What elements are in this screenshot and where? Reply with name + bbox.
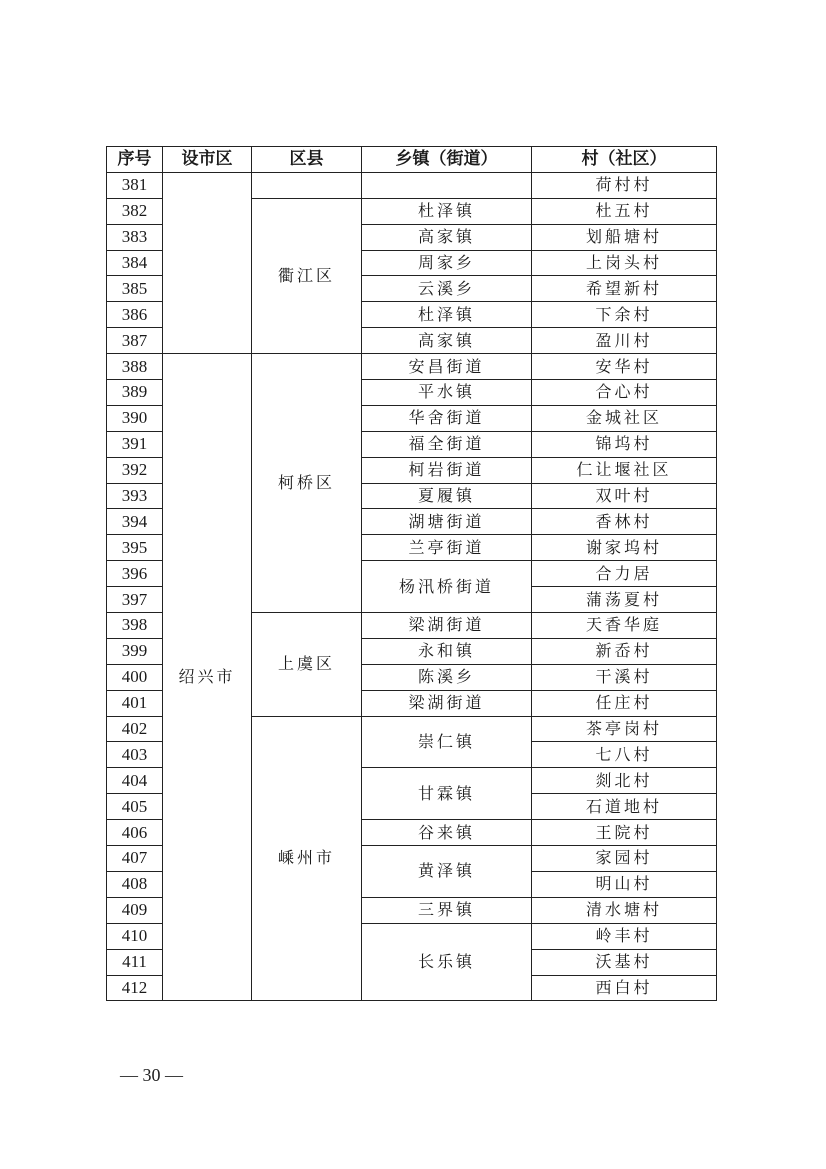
cell-village: 干溪村 xyxy=(532,664,717,690)
cell-seq: 393 xyxy=(107,483,163,509)
cell-village: 希望新村 xyxy=(532,276,717,302)
cell-village: 双叶村 xyxy=(532,483,717,509)
cell-seq: 386 xyxy=(107,302,163,328)
header-village: 村（社区） xyxy=(532,147,717,173)
cell-village: 盈川村 xyxy=(532,328,717,354)
cell-village: 香林村 xyxy=(532,509,717,535)
cell-village: 荷村村 xyxy=(532,172,717,198)
cell-village: 上岗头村 xyxy=(532,250,717,276)
cell-seq: 385 xyxy=(107,276,163,302)
cell-village: 茶亭岗村 xyxy=(532,716,717,742)
cell-town: 杨汛桥街道 xyxy=(362,561,532,613)
cell-village: 安华村 xyxy=(532,354,717,380)
cell-county: 上虞区 xyxy=(252,613,362,717)
cell-town: 梁湖街道 xyxy=(362,613,532,639)
cell-village: 下余村 xyxy=(532,302,717,328)
table-row xyxy=(107,172,717,198)
cell-town: 黄泽镇 xyxy=(362,846,532,898)
header-city: 设市区 xyxy=(163,147,252,173)
cell-town: 柯岩街道 xyxy=(362,457,532,483)
cell-town: 夏履镇 xyxy=(362,483,532,509)
cell-town: 高家镇 xyxy=(362,224,532,250)
cell-village: 清水塘村 xyxy=(532,897,717,923)
cell-seq: 392 xyxy=(107,457,163,483)
cell-village: 锦坞村 xyxy=(532,431,717,457)
cell-town: 云溪乡 xyxy=(362,276,532,302)
cell-town: 杜泽镇 xyxy=(362,198,532,224)
cell-seq: 388 xyxy=(107,354,163,380)
cell-village: 剡北村 xyxy=(532,768,717,794)
cell-town: 杜泽镇 xyxy=(362,302,532,328)
cell-seq: 395 xyxy=(107,535,163,561)
cell-seq: 406 xyxy=(107,820,163,846)
cell-seq: 383 xyxy=(107,224,163,250)
cell-town: 谷来镇 xyxy=(362,820,532,846)
header-town: 乡镇（街道） xyxy=(362,147,532,173)
villages-table xyxy=(106,146,717,1001)
cell-county xyxy=(252,172,362,198)
cell-town: 华舍街道 xyxy=(362,405,532,431)
table-row xyxy=(107,354,717,380)
cell-seq: 402 xyxy=(107,716,163,742)
cell-seq: 387 xyxy=(107,328,163,354)
cell-seq: 396 xyxy=(107,561,163,587)
cell-seq: 405 xyxy=(107,794,163,820)
cell-town: 兰亭街道 xyxy=(362,535,532,561)
cell-town: 长乐镇 xyxy=(362,923,532,1001)
cell-town: 周家乡 xyxy=(362,250,532,276)
cell-village: 七八村 xyxy=(532,742,717,768)
cell-seq: 399 xyxy=(107,638,163,664)
cell-town: 陈溪乡 xyxy=(362,664,532,690)
cell-town: 高家镇 xyxy=(362,328,532,354)
cell-village: 合力居 xyxy=(532,561,717,587)
cell-village: 任庄村 xyxy=(532,690,717,716)
cell-village: 沃基村 xyxy=(532,949,717,975)
cell-village: 合心村 xyxy=(532,380,717,406)
cell-seq: 389 xyxy=(107,380,163,406)
cell-town xyxy=(362,172,532,198)
cell-village: 王院村 xyxy=(532,820,717,846)
header-seq: 序号 xyxy=(107,147,163,173)
cell-seq: 404 xyxy=(107,768,163,794)
cell-village: 杜五村 xyxy=(532,198,717,224)
cell-village: 明山村 xyxy=(532,871,717,897)
cell-village: 新岙村 xyxy=(532,638,717,664)
cell-town: 崇仁镇 xyxy=(362,716,532,768)
cell-seq: 381 xyxy=(107,172,163,198)
cell-village: 石道地村 xyxy=(532,794,717,820)
cell-seq: 391 xyxy=(107,431,163,457)
cell-seq: 384 xyxy=(107,250,163,276)
cell-village: 金城社区 xyxy=(532,405,717,431)
cell-town: 福全街道 xyxy=(362,431,532,457)
cell-seq: 410 xyxy=(107,923,163,949)
cell-town: 湖塘街道 xyxy=(362,509,532,535)
cell-seq: 400 xyxy=(107,664,163,690)
cell-seq: 397 xyxy=(107,587,163,613)
cell-village: 谢家坞村 xyxy=(532,535,717,561)
cell-seq: 401 xyxy=(107,690,163,716)
cell-city: 绍兴市 xyxy=(163,354,252,1001)
page-number: — 30 — xyxy=(120,1065,183,1085)
cell-town: 永和镇 xyxy=(362,638,532,664)
cell-town: 梁湖街道 xyxy=(362,690,532,716)
cell-town: 三界镇 xyxy=(362,897,532,923)
cell-village: 岭丰村 xyxy=(532,923,717,949)
cell-town: 平水镇 xyxy=(362,380,532,406)
cell-seq: 398 xyxy=(107,613,163,639)
cell-seq: 403 xyxy=(107,742,163,768)
cell-town: 甘霖镇 xyxy=(362,768,532,820)
table-header-row xyxy=(107,147,717,173)
cell-village: 西白村 xyxy=(532,975,717,1001)
cell-seq: 394 xyxy=(107,509,163,535)
cell-village: 天香华庭 xyxy=(532,613,717,639)
cell-seq: 382 xyxy=(107,198,163,224)
cell-seq: 407 xyxy=(107,846,163,872)
cell-seq: 411 xyxy=(107,949,163,975)
cell-village: 仁让堰社区 xyxy=(532,457,717,483)
cell-town: 安昌街道 xyxy=(362,354,532,380)
cell-county: 柯桥区 xyxy=(252,354,362,613)
cell-county: 衢江区 xyxy=(252,198,362,353)
cell-seq: 408 xyxy=(107,871,163,897)
cell-village: 划船塘村 xyxy=(532,224,717,250)
cell-seq: 412 xyxy=(107,975,163,1001)
cell-seq: 409 xyxy=(107,897,163,923)
cell-village: 蒲荡夏村 xyxy=(532,587,717,613)
cell-city xyxy=(163,172,252,353)
cell-county: 嵊州市 xyxy=(252,716,362,1001)
cell-seq: 390 xyxy=(107,405,163,431)
header-county: 区县 xyxy=(252,147,362,173)
cell-village: 家园村 xyxy=(532,846,717,872)
